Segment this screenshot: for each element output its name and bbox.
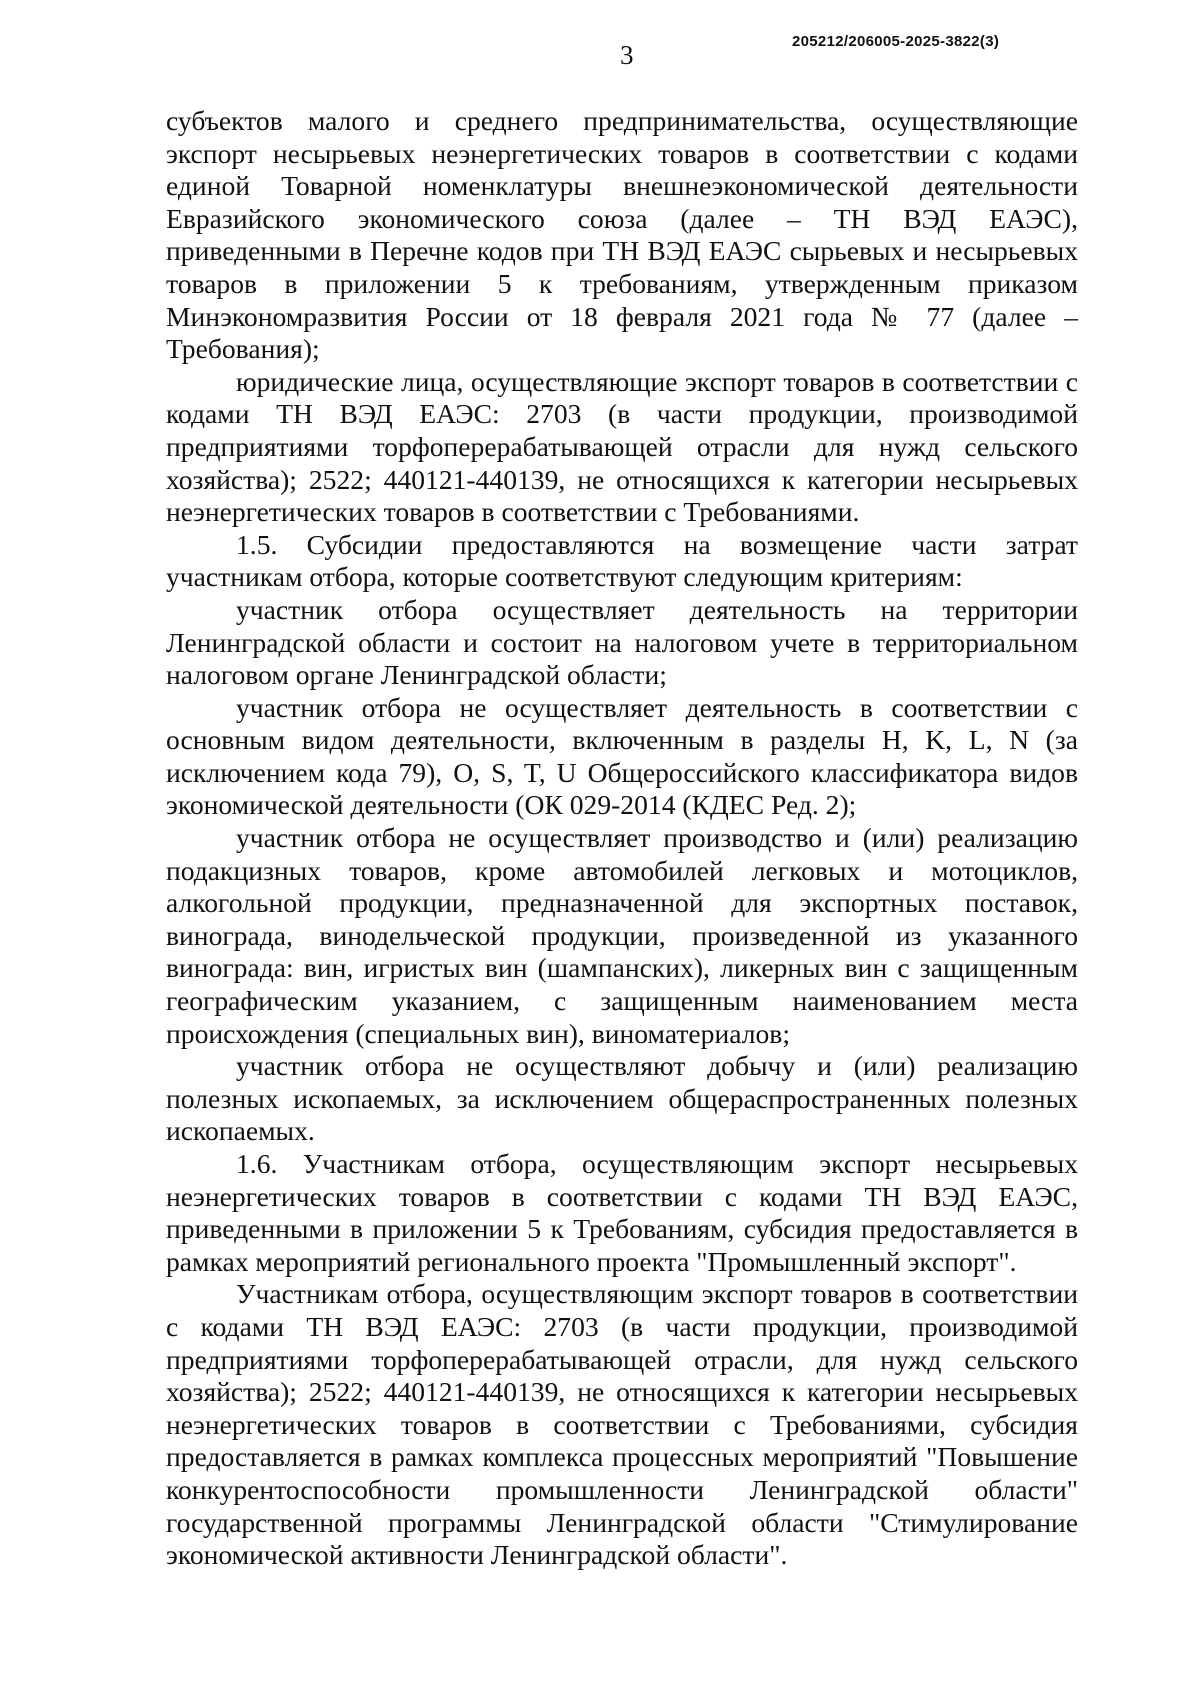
criterion-territory: участник отбора осуществляет деятельность на территории Ленинградской области и состоит на налоговом учете в территориальном налоговом органе Ленинградской области; [166, 593, 1078, 691]
document-body [166, 105, 1078, 1572]
document-id: 205212/206005-2025-3822(3) [792, 33, 1000, 50]
criterion-activity-type: участник отбора не осуществляет деятельность в соответствии с основным видом деятельности, включенным в разделы H, K, L, N (за исключением кода 79), O, S, T, U Общероссийского классификатора видов экономической деятельности (ОК 029-2014 (КДЕС Ред. 2); [166, 691, 1078, 821]
criterion-excise-goods: участник отбора не осуществляет производство и (или) реализацию подакцизных товаров, кроме автомобилей легковых и мотоциклов, алкогольной продукции, предназначенной для экспортных поставок, винограда, винодельческой продукции, произведенной из указанного винограда: вин, игристых вин (шампанских), ликерных вин с защищенным географическим указанием, с защищенным наименованием места происхождения (специальных вин), виноматериалов; [166, 822, 1078, 1049]
paragraph-continuation: субъектов малого и среднего предпринимательства, осуществляющие экспорт несырьевых неэнергетических товаров в соответствии с кодами единой Товарной номенклатуры внешнеэкономической деятельности Евразийского экономического союза (далее – ТН ВЭД ЕАЭС), приведенными в Перечне кодов при ТН ВЭД ЕАЭС сырьевых и несырьевых товаров в приложении 5 к требованиям, утвержденным приказом Минэкономразвития России от 18 февраля 2021 года № 77 (далее – Требования); [166, 105, 1078, 365]
paragraph-process-measures: Участникам отбора, осуществляющим экспорт товаров в соответствии с кодами ТН ВЭД ЕАЭС: 2703 (в части продукции, производимой предприятиями торфоперерабатывающей отрасли, для нужд сельского хозяйства); 2522; 440121-440139, не относящихся к категории несырьевых неэнергетических товаров в соответствии с Требованиями, субсидия предоставляется в рамках комплекса процессных мероприятий "Повышение конкурентоспособности промышленности Ленинградской области" государственной программы Ленинградской области "Стимулирование экономической активности Ленинградской области". [166, 1278, 1078, 1571]
paragraph-1-5: 1.5. Субсидии предоставляются на возмещение части затрат участникам отбора, которые соответствуют следующим критериям: [166, 528, 1078, 593]
paragraph-1-6: 1.6. Участникам отбора, осуществляющим экспорт несырьевых неэнергетических товаров в соответствии с кодами ТН ВЭД ЕАЭС, приведенными в приложении 5 к Требованиям, субсидия предоставляется в рамках мероприятий регионального проекта "Промышленный экспорт". [166, 1148, 1078, 1277]
page-number: 3 [620, 40, 634, 70]
criterion-minerals: участник отбора не осуществляют добычу и (или) реализацию полезных ископаемых, за исключением общераспространенных полезных ископаемых. [166, 1050, 1078, 1147]
paragraph-legal-entities: юридические лица, осуществляющие экспорт товаров в соответствии с кодами ТН ВЭД ЕАЭС: 2703 (в части продукции, производимой предприятиями торфоперерабатывающей отрасли для нужд сельского хозяйства); 2522; 440121-440139, не относящихся к категории несырьевых неэнергетических товаров в соответствии с Требованиями. [166, 365, 1078, 528]
